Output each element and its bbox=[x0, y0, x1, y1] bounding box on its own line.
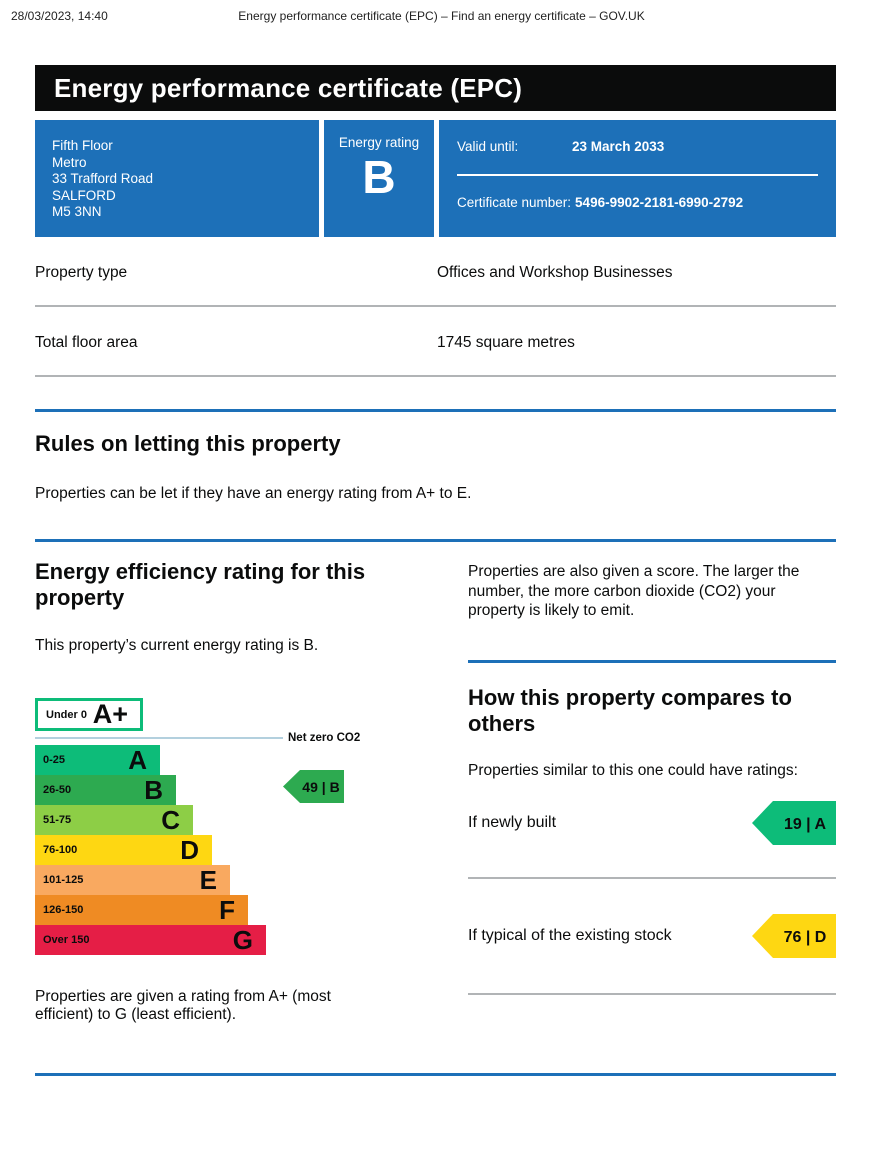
floor-area-label: Total floor area bbox=[35, 334, 138, 351]
newly-built-arrow bbox=[752, 801, 836, 845]
compare-divider bbox=[468, 993, 836, 995]
existing-stock-row bbox=[468, 914, 836, 958]
band-letter: F bbox=[219, 895, 235, 925]
band-letter: D bbox=[180, 835, 199, 865]
address-line-4: SALFORD bbox=[52, 187, 116, 203]
floor-area-row bbox=[35, 307, 836, 377]
valid-until-value: 23 March 2033 bbox=[572, 139, 665, 154]
existing-stock-label: If typical of the existing stock bbox=[468, 926, 672, 944]
valid-until-label: Valid until: bbox=[457, 139, 519, 154]
existing-stock-rating-text: 76 | D bbox=[783, 928, 827, 946]
section-rule bbox=[35, 539, 836, 542]
address-line-2: Metro bbox=[52, 154, 87, 170]
property-type-row bbox=[35, 237, 836, 307]
epc-band-a bbox=[35, 745, 160, 775]
net-zero-row bbox=[35, 731, 443, 745]
section-rule bbox=[468, 660, 836, 663]
newly-built-label: If newly built bbox=[468, 813, 557, 831]
compare-heading: How this property compares to others bbox=[468, 684, 792, 736]
existing-stock-arrow bbox=[752, 914, 836, 958]
summary-row bbox=[35, 120, 836, 237]
band-letter: E bbox=[199, 865, 217, 895]
certificate-number-label: Certificate number: bbox=[457, 195, 572, 210]
epc-band-d bbox=[35, 835, 212, 865]
page-bottom-rule bbox=[35, 1073, 836, 1076]
address-line-3: 33 Trafford Road bbox=[52, 171, 154, 186]
epc-band-g bbox=[35, 925, 266, 955]
rules-body: Properties can be let if they have an energy rating from A+ to E. bbox=[35, 485, 472, 502]
net-zero-line bbox=[35, 737, 283, 739]
section-rule bbox=[35, 409, 836, 412]
address-line-1: Fifth Floor bbox=[52, 138, 113, 153]
band-letter: A bbox=[128, 745, 147, 775]
validity-box bbox=[439, 120, 836, 237]
epc-band-a-plus bbox=[35, 698, 143, 731]
band-range-label: 26-50 bbox=[43, 784, 72, 796]
certificate-number-value: 5496-9902-2181-6990-2792 bbox=[575, 195, 744, 210]
efficiency-column bbox=[35, 559, 443, 1024]
band-letter: B bbox=[144, 775, 163, 805]
print-header bbox=[0, 0, 883, 23]
energy-rating-label: Energy rating bbox=[338, 135, 420, 150]
net-zero-label: Net zero CO2 bbox=[288, 732, 361, 744]
epc-band-b bbox=[35, 775, 176, 805]
epc-band-c bbox=[35, 805, 193, 835]
certificate-banner bbox=[35, 65, 836, 111]
comparison-column bbox=[468, 559, 836, 1024]
band-letter: A+ bbox=[92, 699, 128, 729]
print-datetime: 28/03/2023, 14:40 bbox=[11, 9, 108, 23]
address-line-5: M5 3NN bbox=[52, 204, 102, 219]
current-rating-text: 49 | B bbox=[302, 779, 340, 795]
band-range-label: 0-25 bbox=[43, 754, 66, 766]
epc-band-e bbox=[35, 865, 230, 895]
certificate-title: Energy performance certificate (EPC) bbox=[54, 73, 523, 103]
band-range-label: 101-125 bbox=[43, 874, 84, 886]
band-letter: G bbox=[232, 925, 253, 955]
band-range-label: 76-100 bbox=[43, 844, 78, 856]
validity-divider bbox=[457, 174, 818, 176]
rating-scale-note: Properties are given a rating from A+ (most efficient) to G (least efficient). bbox=[35, 988, 331, 1023]
certificate-page bbox=[35, 65, 836, 1076]
epc-rating-chart bbox=[35, 698, 443, 955]
score-note: Properties are also given a score. The larger the number, the more carbon dioxide (CO2) your property is likely to emit. bbox=[468, 563, 800, 619]
epc-band-f bbox=[35, 895, 248, 925]
epc-band-list bbox=[35, 745, 443, 955]
compare-intro: Properties similar to this one could have ratings: bbox=[468, 761, 798, 779]
band-range-label: 51-75 bbox=[43, 814, 72, 826]
current-rating-arrow bbox=[283, 770, 344, 803]
newly-built-row bbox=[468, 801, 836, 845]
property-type-value: Offices and Workshop Businesses bbox=[437, 264, 673, 281]
efficiency-heading: Energy efficiency rating for this property bbox=[35, 559, 366, 610]
property-type-label: Property type bbox=[35, 264, 128, 281]
property-address-box bbox=[35, 120, 319, 237]
band-letter: C bbox=[161, 805, 180, 835]
floor-area-value: 1745 square metres bbox=[437, 334, 575, 351]
band-range-label: Over 150 bbox=[43, 934, 90, 946]
energy-rating-box bbox=[324, 120, 434, 237]
band-range-label: Under 0 bbox=[46, 708, 87, 721]
compare-divider bbox=[468, 877, 836, 879]
newly-built-rating-text: 19 | A bbox=[783, 815, 827, 833]
rules-heading: Rules on letting this property bbox=[35, 431, 341, 456]
band-range-label: 126-150 bbox=[43, 904, 84, 916]
rating-columns bbox=[35, 559, 836, 1024]
energy-rating-value: B bbox=[362, 151, 396, 203]
current-rating-note: This property’s current energy rating is B. bbox=[35, 637, 319, 654]
print-doc-title: Energy performance certificate (EPC) – Find an energy certificate – GOV.UK bbox=[238, 9, 645, 23]
